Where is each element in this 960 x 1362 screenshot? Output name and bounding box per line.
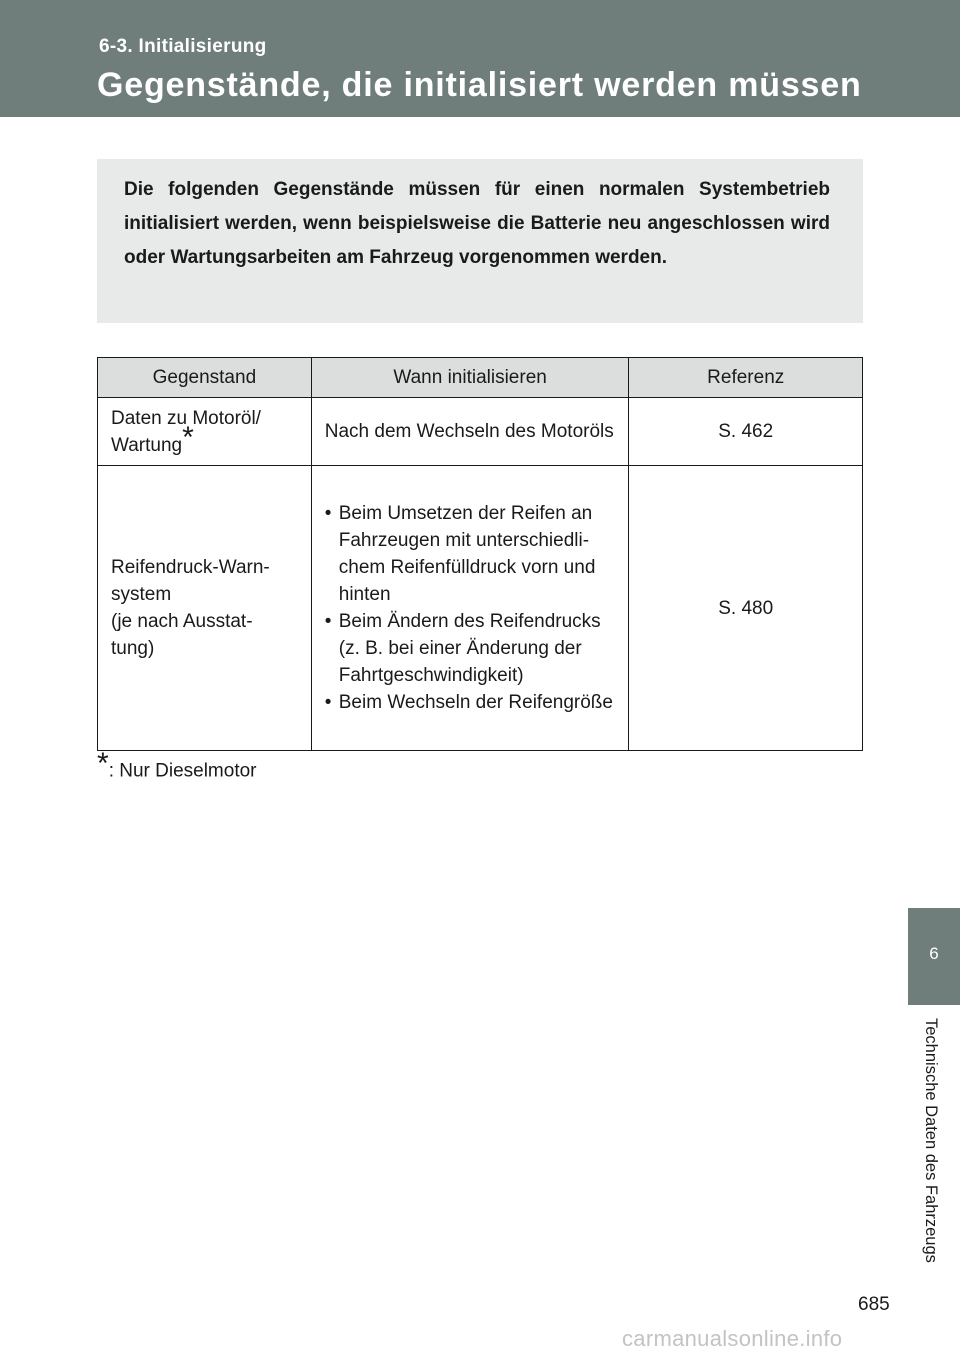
chapter-tab: [908, 908, 960, 1005]
when-bullet-item: • Beim Umsetzen der Reifen an Fahrzeugen mit unterschiedlichem Reifenfülldruck vorn und hinten: [325, 500, 616, 608]
item-cell: [98, 466, 312, 751]
watermark: carmanualsonline.info: [622, 1326, 843, 1351]
when-bullet-item: • Beim Ändern des Reifendrucks (z. B. bei einer Änderung der Fahrtgeschwindigkeit): [325, 608, 616, 689]
chapter-number: 6: [929, 944, 939, 963]
footnote-marker: *: [182, 421, 194, 455]
when-bullet-list: [325, 500, 616, 716]
page-title: Gegenstände, die initialisiert werden müssen: [97, 66, 862, 104]
column-header-item: Gegenstand: [98, 358, 312, 398]
table-header-row: [98, 358, 863, 398]
column-header-reference: Referenz: [629, 358, 863, 398]
chapter-title: Technische Daten des Fahrzeugs: [922, 1018, 940, 1263]
footnote-marker: *: [97, 747, 109, 780]
when-cell: Nach dem Wechseln des Motoröls: [311, 398, 629, 466]
item-text-line2: Wartung: [111, 434, 183, 456]
page-header: [0, 0, 960, 117]
item-line: Reifendruck-Warn-: [111, 557, 270, 578]
footnote: [97, 747, 257, 782]
item-line: system: [111, 584, 172, 605]
intro-box: [97, 159, 863, 323]
intro-text: Die folgenden Gegenstände müssen für einen normalen Systembetrieb initialisiert werden, wenn beispielsweise die Batterie neu angeschlossen wird oder Wartungsarbeiten am Fahrzeug vorgenommen werden.: [124, 179, 830, 268]
page-number: 685: [858, 1294, 890, 1315]
table-row: [98, 466, 863, 751]
when-bullet-item: • Beim Wechseln der Reifengröße: [325, 689, 616, 716]
item-line: (je nach Ausstat-: [111, 611, 253, 632]
item-text-line1: Daten zu Motoröl/: [111, 407, 261, 429]
item-line: tung): [111, 638, 155, 659]
initialization-table: [97, 357, 863, 751]
footnote-text: : Nur Dieselmotor: [108, 760, 257, 782]
reference-cell: S. 462: [629, 398, 863, 466]
reference-cell: S. 480: [629, 466, 863, 751]
section-label: 6-3. Initialisierung: [99, 36, 267, 57]
table-row: [98, 398, 863, 466]
item-cell: [98, 398, 312, 466]
when-cell: [311, 466, 629, 751]
column-header-when: Wann initialisieren: [311, 358, 629, 398]
